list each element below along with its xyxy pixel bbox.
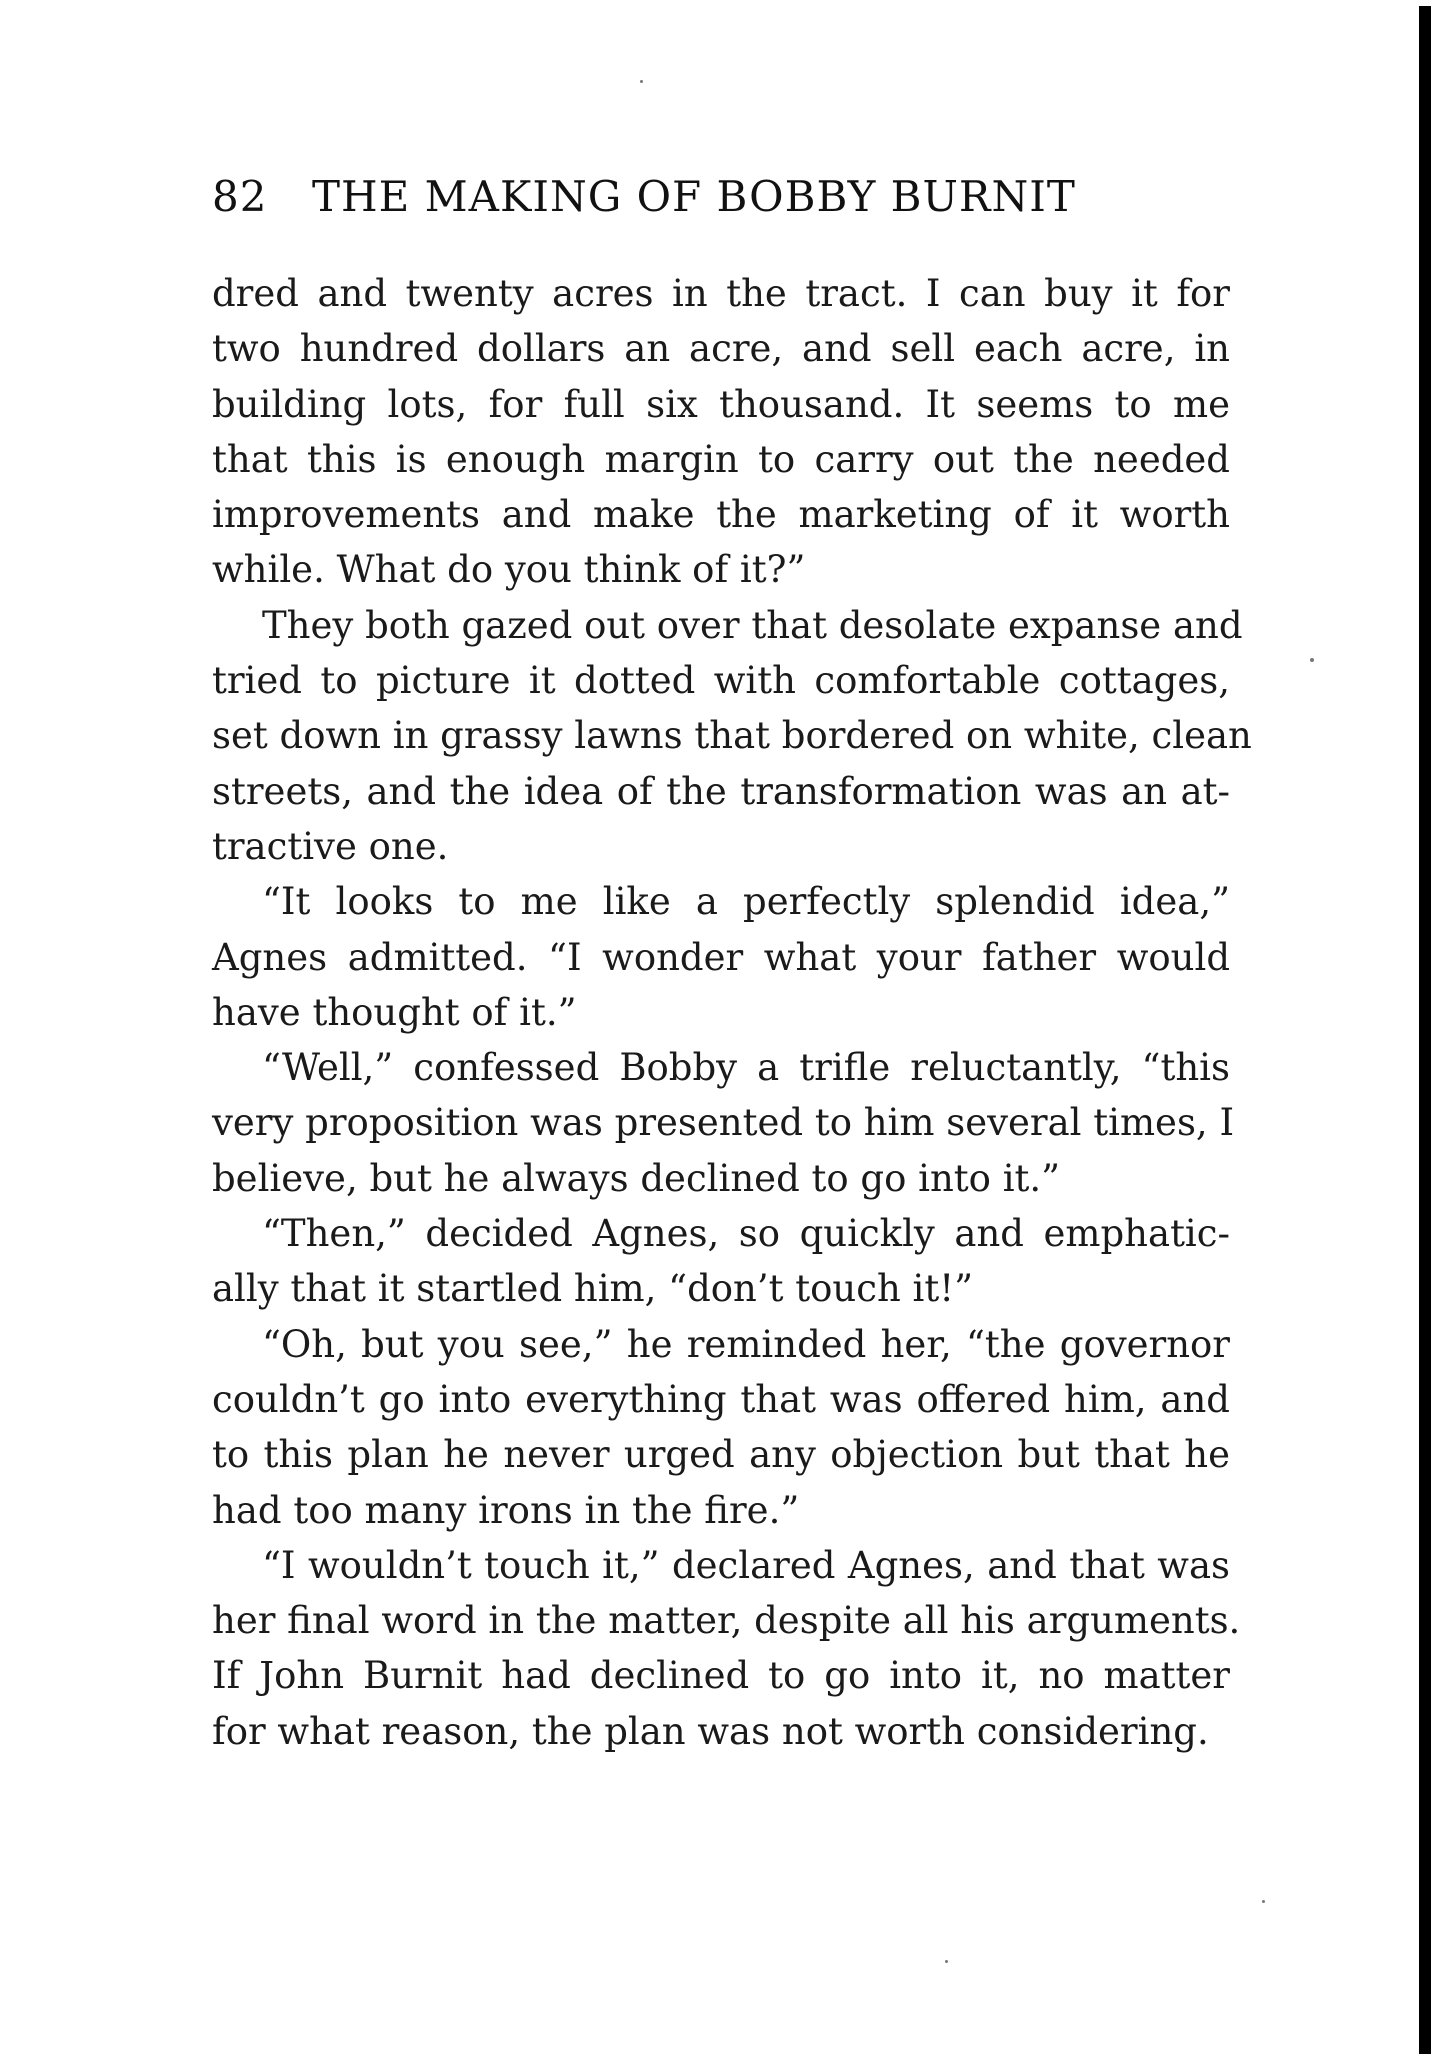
scan-speck <box>1310 658 1314 662</box>
text-line: streets, and the idea of the transformation was an at- <box>212 769 1230 813</box>
scan-speck <box>640 80 643 83</box>
text-line: while. What do you think of it?” <box>212 548 806 592</box>
text-line: “Oh, but you see,” he reminded her, “the governor <box>262 1322 1230 1366</box>
running-title: THE MAKING OF BOBBY BURNIT <box>312 172 1076 221</box>
text-line: tried to picture it dotted with comfortable cottages, <box>212 659 1230 703</box>
body-text <box>212 266 1252 1759</box>
text-line: that this is enough margin to carry out the needed <box>212 437 1230 481</box>
text-line: two hundred dollars an acre, and sell each acre, in <box>212 327 1230 371</box>
text-line: “I wouldn’t touch it,” declared Agnes, and that was <box>262 1543 1230 1587</box>
text-line: believe, but he always declined to go into it.” <box>212 1156 1061 1200</box>
text-line: to this plan he never urged any objection but that he <box>212 1433 1230 1477</box>
text-line: had too many irons in the fire.” <box>212 1488 800 1532</box>
text-line: for what reason, the plan was not worth considering. <box>212 1709 1209 1753</box>
text-line: have thought of it.” <box>212 990 577 1034</box>
page-header <box>212 172 1232 232</box>
text-line: “It looks to me like a perfectly splendid idea,” <box>262 880 1230 924</box>
text-line: building lots, for full six thousand. It seems to me <box>212 382 1230 426</box>
text-line: Agnes admitted. “I wonder what your father would <box>212 935 1230 979</box>
text-line: ally that it startled him, “don’t touch it!” <box>212 1267 974 1311</box>
text-line: her final word in the matter, despite all his arguments. <box>212 1599 1241 1643</box>
text-line: “Well,” confessed Bobby a trifle reluctantly, “this <box>262 1046 1230 1090</box>
page-number: 82 <box>212 172 268 221</box>
text-line: very proposition was presented to him several times, I <box>212 1101 1235 1145</box>
text-line: They both gazed out over that desolate expanse and <box>262 603 1243 647</box>
text-line: set down in grassy lawns that bordered on white, clean <box>212 714 1252 758</box>
text-line: dred and twenty acres in the tract. I can buy it for <box>212 272 1230 315</box>
text-line: improvements and make the marketing of it worth <box>212 493 1230 537</box>
scan-edge-rule <box>1419 6 1431 2054</box>
scan-speck <box>945 1960 948 1963</box>
text-line: “Then,” decided Agnes, so quickly and emphatic- <box>262 1212 1230 1256</box>
text-line: tractive one. <box>212 824 449 868</box>
scan-speck <box>1262 1900 1265 1903</box>
text-line: If John Burnit had declined to go into it, no matter <box>212 1654 1230 1698</box>
text-line: couldn’t go into everything that was offered him, and <box>212 1377 1230 1421</box>
